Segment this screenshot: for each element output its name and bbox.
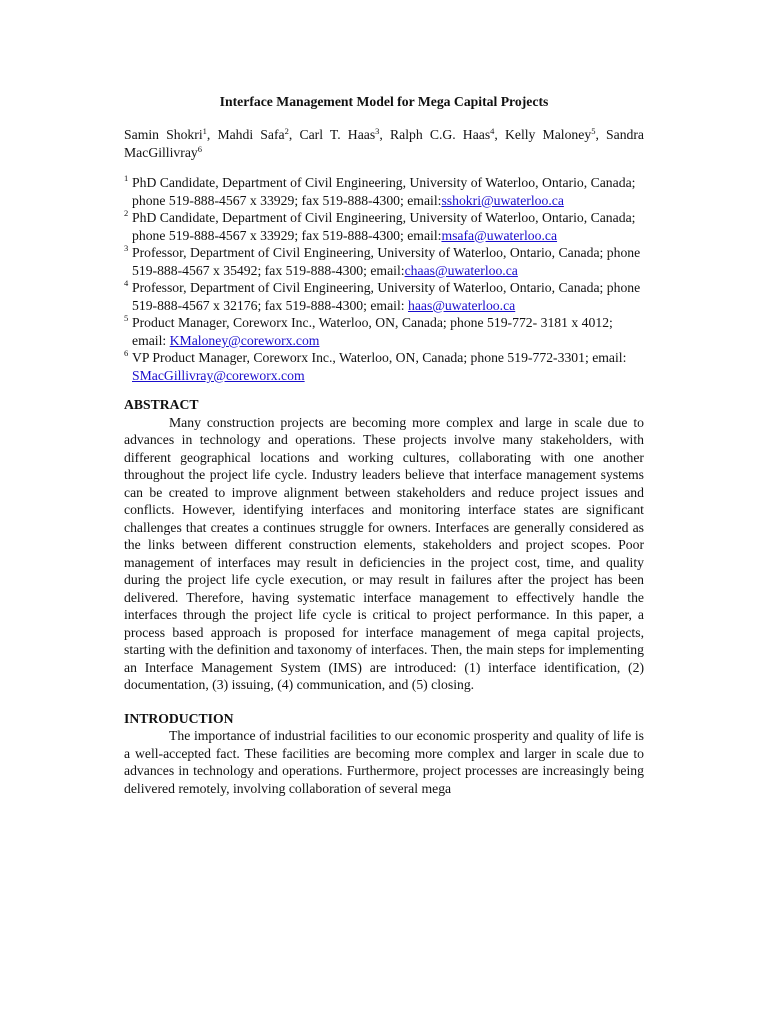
author-name: Mahdi Safa [217, 127, 285, 142]
affiliation-text: PhD Candidate, Department of Civil Engineering, University of Waterloo, Ontario, Canada; phone 519-888-4567 x 33929; fax 519-888-4300; email: [132, 210, 636, 243]
introduction-heading: INTRODUCTION [124, 710, 234, 726]
abstract-text: Many construction projects are becoming more complex and large in scale due to advances in technology and operations. These projects involve many stakeholders, with different geographical locations and working cultures, collaborating with one another throughout the project life cycle. Industry leaders believe that interface management systems can be created to improve alignment between stakeholders and reduce project issues and conflicts. However, identifying interfaces and monitoring interface states are significant challenges that creates a continues struggle for owners. Interfaces are generally considered as the links between different construction elements, stakeholders and project scopes. Poor management of interfaces may result in deficiencies in the project cost, time, and quality during the project life cycle execution, or may result in failures after the project has been delivered. Therefore, having systematic interface management to effectively handle the interfaces through the project life cycle is critical to project performance. In this paper, a process based approach is proposed for interface management of mega capital projects, starting with the definition and taxonomy of interfaces. Then, the main steps for implementing an Interface Management System (IMS) are introduced: (1) interface identification, (2) documentation, (3) issuing, (4) communication, and (5) closing. [124, 414, 644, 693]
author-name: Sandra MacGillivray [124, 127, 645, 160]
author-superscript: 3 [375, 126, 380, 136]
author-name: Carl T. Haas [299, 127, 376, 142]
affiliation-item [124, 209, 644, 244]
email-link[interactable]: haas@uwaterloo.ca [408, 297, 516, 313]
paper-title: Interface Management Model for Mega Capital Projects [219, 94, 549, 109]
email-link[interactable]: sshokri@uwaterloo.ca [441, 192, 564, 208]
affiliation-number: 3 [124, 243, 129, 254]
author-name: Samin Shokri [124, 127, 203, 142]
author-superscript: 5 [591, 126, 596, 136]
abstract-section [124, 396, 644, 694]
affiliation-item [124, 174, 644, 209]
affiliation-text: Professor, Department of Civil Engineering, University of Waterloo, Ontario, Canada; phone 519-888-4567 x 32176; fax 519-888-4300; email: [132, 280, 641, 313]
author-name: Kelly Maloney [504, 127, 592, 142]
affiliation-number: 6 [124, 348, 129, 359]
affiliation-number: 5 [124, 313, 129, 324]
affiliation-list [124, 174, 644, 384]
author-superscript: 4 [490, 126, 495, 136]
email-link[interactable]: msafa@uwaterloo.ca [441, 227, 558, 243]
email-link[interactable]: KMaloney@coreworx.com [169, 332, 320, 348]
affiliation-text: PhD Candidate, Department of Civil Engineering, University of Waterloo, Ontario, Canada; phone 519-888-4567 x 33929; fax 519-888-4300; email: [132, 175, 636, 208]
author-name: Ralph C.G. Haas [389, 127, 491, 142]
introduction-section [124, 710, 644, 798]
email-link[interactable]: chaas@uwaterloo.ca [404, 262, 518, 278]
affiliation-item [124, 314, 644, 349]
affiliation-text: VP Product Manager, Coreworx Inc., Waterloo, ON, Canada; phone 519-772-3301; email: [132, 350, 627, 366]
affiliation-item [124, 279, 644, 314]
affiliation-item [124, 244, 644, 279]
abstract-heading: ABSTRACT [124, 397, 199, 413]
affiliation-number: 2 [124, 208, 129, 219]
author-superscript: 2 [284, 126, 289, 136]
affiliation-number: 4 [124, 278, 129, 289]
author-superscript: 6 [197, 143, 202, 154]
author-superscript: 1 [202, 126, 207, 136]
affiliation-number: 1 [124, 173, 129, 184]
affiliation-text: Professor, Department of Civil Engineering, University of Waterloo, Ontario, Canada; phone 519-888-4567 x 35492; fax 519-888-4300; email: [132, 245, 641, 278]
email-link[interactable]: SMacGillivray@coreworx.com [132, 367, 305, 383]
introduction-text: The importance of industrial facilities to our economic prosperity and quality of life is a well-accepted fact. These facilities are becoming more complex and larger in scale due to advances in technology and operations. Furthermore, project processes are increasingly being delivered remotely, involving collaboration of several mega [124, 728, 644, 796]
author-list: Samin Shokri$^1$, Mahdi Safa$^2$, Carl T. Haas$^3$, Ralph C.G. Haas$^4$, Kelly Maloney$^5$, Sandra MacGillivray$^6$ [124, 126, 645, 160]
affiliation-item [124, 349, 644, 384]
affiliation-text: Product Manager, Coreworx Inc., Waterloo, ON, Canada; phone 519-772- 3181 x 4012; email: [132, 315, 613, 348]
